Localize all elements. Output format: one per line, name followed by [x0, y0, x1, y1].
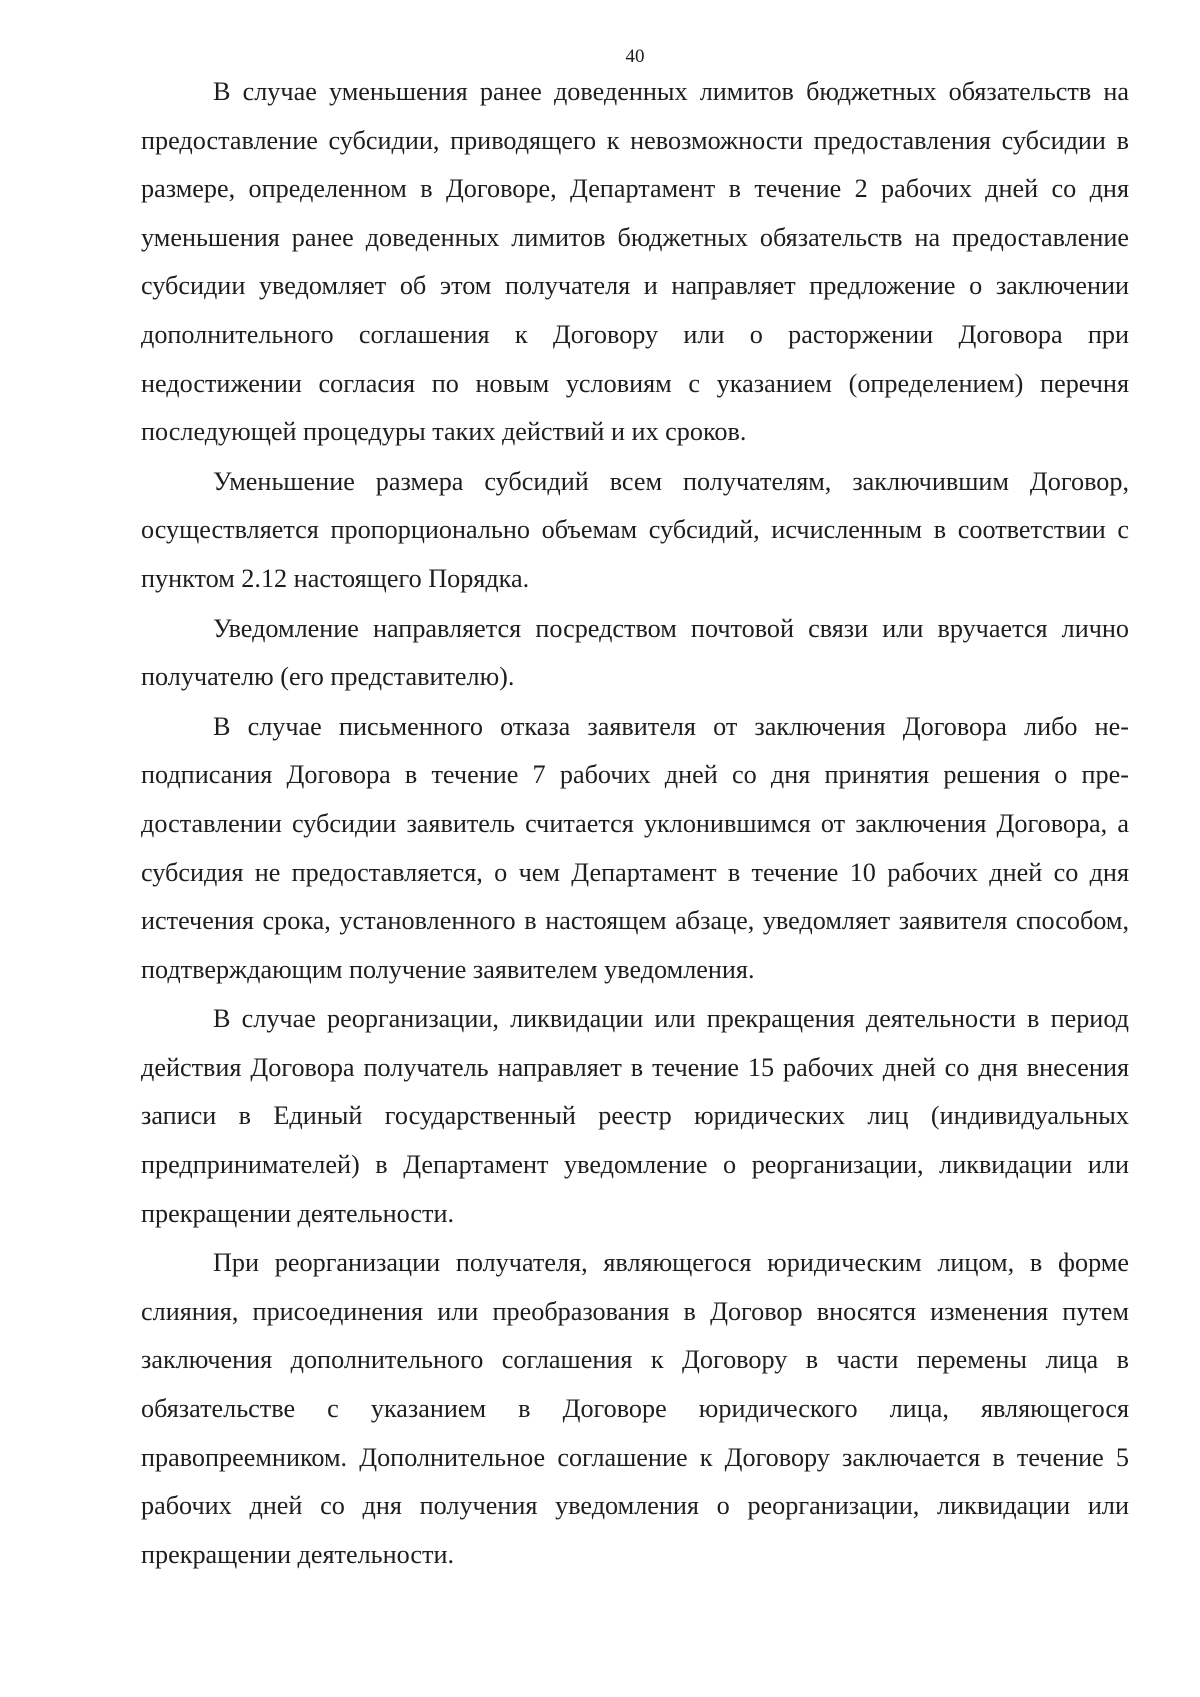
paragraph-reorganization-liquidation: В случае реорганизации, ликвидации или прекращения деятельности в период действия Договора получатель направляет в течение 15 рабочих дней со дня внесения записи в Единый государственный реестр юридических лиц (индивидуальных предпринимателей) в Департамент уведомление о реорганизации, ликвидации или прекращении деятельности.	[141, 1004, 1129, 1228]
paragraph-notification-delivery: Уведомление направляется посредством почтовой связи или вручается лично получателю (его представителю).	[141, 613, 1129, 692]
document-body	[141, 68, 1129, 1580]
paragraph-budget-limits-reduction: В случае уменьшения ранее доведенных лимитов бюджетных обязательств на предоставление субсидии, приводящего к невозможности предоставления субсидии в размере, определенном в Договоре, Департамент в течение 2 рабочих дней со дня уменьшения ранее доведенных лимитов бюджетных обязательств на предоставление субсидии уведомляет об этом получателя и направляет предложение о заключении дополнительного соглашения к Договору или о расторжении Договора при недостижении согласия по новым условиям с указанием (определением) перечня последующей процедуры таких действий и их сроков.	[141, 77, 1129, 447]
page-number: 40	[625, 46, 645, 67]
paragraph-written-refusal: В случае письменного отказа заявителя от заключения Договора либо неподписания Договора в течение 7 рабочих дней со дня принятия решения о предоставлении субсидии заявитель считается уклонившимся от заключения Договора, а субсидия не предоставляется, о чем Департамент в течение 10 рабочих дней со дня истечения срока, установленного в настоящем абзаце, уведомляет заявителя способом, подтверждающим получение заявителем уведомления.	[141, 711, 1129, 984]
paragraph-subsidy-size-reduction: Уменьшение размера субсидий всем получателям, заключившим Договор, осуществляется пропорционально объемам субсидий, исчисленным в соответствии с пунктом 2.12 настоящего Порядка.	[141, 466, 1129, 593]
paragraph-legal-entity-reorganization: При реорганизации получателя, являющегося юридическим лицом, в форме слияния, присоединения или преобразования в Договор вносятся изменения путем заключения дополнительного соглашения к Договору в части перемены лица в обязательстве с указанием в Договоре юридического лица, являющегося правопреемником. Дополнительное соглашение к Договору заключается в течение 5 рабочих дней со дня получения уведомления о реорганизации, ликвидации или прекращении деятельности.	[141, 1248, 1129, 1569]
